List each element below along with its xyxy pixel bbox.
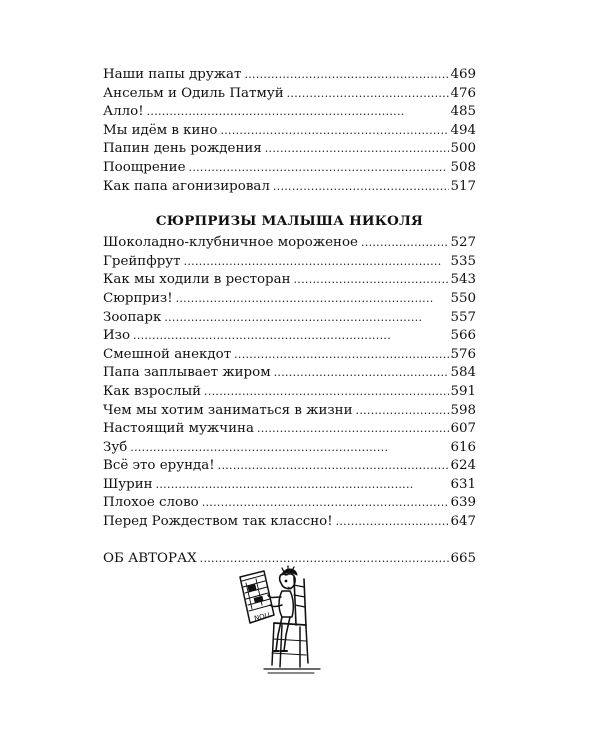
entry-page: 500 bbox=[450, 141, 476, 157]
dot-leader bbox=[220, 122, 449, 141]
entry-title: Папа заплывает жиром bbox=[103, 365, 271, 381]
dot-leader bbox=[189, 159, 450, 178]
entry-page: 469 bbox=[450, 67, 476, 82]
entry-title: Ансельм и Одиль Патмуй bbox=[103, 85, 284, 101]
entry-title: Плохое слово bbox=[103, 495, 199, 511]
entry-title: Изо bbox=[103, 328, 131, 344]
toc-entry[interactable] bbox=[103, 66, 476, 85]
entry-page: 631 bbox=[450, 476, 476, 492]
entry-page: 576 bbox=[450, 346, 476, 362]
entry-page: 639 bbox=[450, 495, 476, 511]
toc-entry[interactable] bbox=[103, 178, 476, 197]
entry-page: 517 bbox=[450, 178, 476, 194]
dot-leader bbox=[164, 309, 449, 328]
dot-leader bbox=[130, 439, 449, 458]
toc-entry[interactable] bbox=[103, 327, 476, 346]
entry-page: 584 bbox=[450, 365, 476, 381]
entry-page: 665 bbox=[450, 550, 476, 566]
entry-title: Сюрприз! bbox=[103, 290, 173, 306]
dot-leader bbox=[265, 140, 450, 159]
entry-title: Как мы ходили в ресторан bbox=[103, 272, 291, 288]
entry-page: 527 bbox=[450, 235, 476, 251]
entry-page: 508 bbox=[450, 159, 476, 175]
section-heading: СЮРПРИЗЫ МАЛЫША НИКОЛЯ bbox=[155, 213, 424, 230]
newspaper-text: NOU bbox=[253, 611, 271, 623]
boy-reading-illustration bbox=[234, 565, 324, 677]
dot-leader bbox=[244, 66, 449, 85]
dot-leader bbox=[234, 346, 449, 365]
dot-leader bbox=[274, 364, 450, 383]
dot-leader bbox=[176, 290, 450, 309]
entry-title: Зуб bbox=[103, 439, 128, 455]
toc-entry[interactable] bbox=[103, 383, 476, 402]
entry-title: Поощрение bbox=[103, 159, 186, 175]
entry-title: Перед Рождеством так классно! bbox=[103, 514, 333, 530]
toc-entry[interactable] bbox=[103, 103, 476, 122]
entry-page: 476 bbox=[450, 85, 476, 101]
toc-entry[interactable] bbox=[103, 457, 476, 476]
toc-entry[interactable] bbox=[103, 290, 476, 309]
entry-title: Наши папы дружат bbox=[103, 67, 242, 82]
dot-leader bbox=[361, 234, 449, 253]
entry-page: 591 bbox=[450, 383, 476, 399]
entry-title: Настоящий мужчина bbox=[103, 421, 254, 437]
entry-title: Как взрослый bbox=[103, 383, 202, 399]
toc-entry[interactable] bbox=[103, 253, 476, 272]
entry-page: 566 bbox=[450, 328, 476, 344]
entry-title: ОБ АВТОРАХ bbox=[103, 550, 197, 566]
dot-leader bbox=[202, 494, 450, 513]
entry-title: Шоколадно-клубничное мороженое bbox=[103, 235, 358, 251]
entry-title: Папин день рождения bbox=[103, 141, 262, 157]
toc-entry[interactable] bbox=[103, 234, 476, 253]
entry-title: Чем мы хотим заниматься в жизни bbox=[103, 402, 353, 418]
toc-part-2 bbox=[103, 234, 476, 532]
entry-page: 550 bbox=[450, 290, 476, 306]
toc-entry[interactable] bbox=[103, 140, 476, 159]
toc-entry[interactable] bbox=[103, 513, 476, 532]
entry-page: 624 bbox=[450, 458, 476, 474]
toc-entry[interactable] bbox=[103, 420, 476, 439]
dot-leader bbox=[287, 85, 450, 104]
dot-leader bbox=[336, 513, 450, 532]
toc-entry[interactable] bbox=[103, 85, 476, 104]
entry-title: Грейпфрут bbox=[103, 253, 181, 269]
toc-entry[interactable] bbox=[103, 494, 476, 513]
entry-title: Зоопарк bbox=[103, 309, 162, 325]
entry-page: 598 bbox=[450, 402, 476, 418]
dot-leader bbox=[257, 420, 450, 439]
entry-page: 543 bbox=[450, 272, 476, 288]
toc-entry[interactable] bbox=[103, 159, 476, 178]
entry-title: Алло! bbox=[103, 104, 144, 120]
toc-entry[interactable] bbox=[103, 402, 476, 421]
entry-title: Мы идём в кино bbox=[103, 122, 218, 138]
wooden-chair bbox=[264, 577, 320, 673]
dot-leader bbox=[204, 383, 449, 402]
entry-page: 535 bbox=[450, 253, 476, 269]
dot-leader bbox=[356, 402, 450, 421]
entry-page: 647 bbox=[450, 514, 476, 530]
dot-leader bbox=[273, 178, 450, 197]
toc-entry[interactable] bbox=[103, 271, 476, 290]
entry-page: 494 bbox=[450, 122, 476, 138]
entry-title: Шурин bbox=[103, 476, 153, 492]
toc-part-1 bbox=[103, 66, 476, 196]
toc-entry[interactable] bbox=[103, 122, 476, 141]
dot-leader bbox=[133, 327, 449, 346]
entry-title: Смешной анекдот bbox=[103, 346, 232, 362]
entry-page: 616 bbox=[450, 439, 476, 455]
toc-entry[interactable] bbox=[103, 309, 476, 328]
entry-page: 607 bbox=[450, 421, 476, 437]
dot-leader bbox=[184, 253, 450, 272]
entry-title: Как папа агонизировал bbox=[103, 178, 270, 194]
entry-title: Всё это ерунда! bbox=[103, 458, 215, 474]
toc-entry[interactable] bbox=[103, 439, 476, 458]
toc-entry[interactable] bbox=[103, 364, 476, 383]
dot-leader bbox=[218, 457, 450, 476]
table-of-contents bbox=[103, 66, 476, 568]
toc-entry[interactable] bbox=[103, 476, 476, 495]
toc-entry[interactable] bbox=[103, 346, 476, 365]
dot-leader bbox=[156, 476, 450, 495]
entry-page: 485 bbox=[450, 104, 476, 120]
dot-leader bbox=[147, 103, 450, 122]
entry-page: 557 bbox=[450, 309, 476, 325]
dot-leader bbox=[294, 271, 450, 290]
